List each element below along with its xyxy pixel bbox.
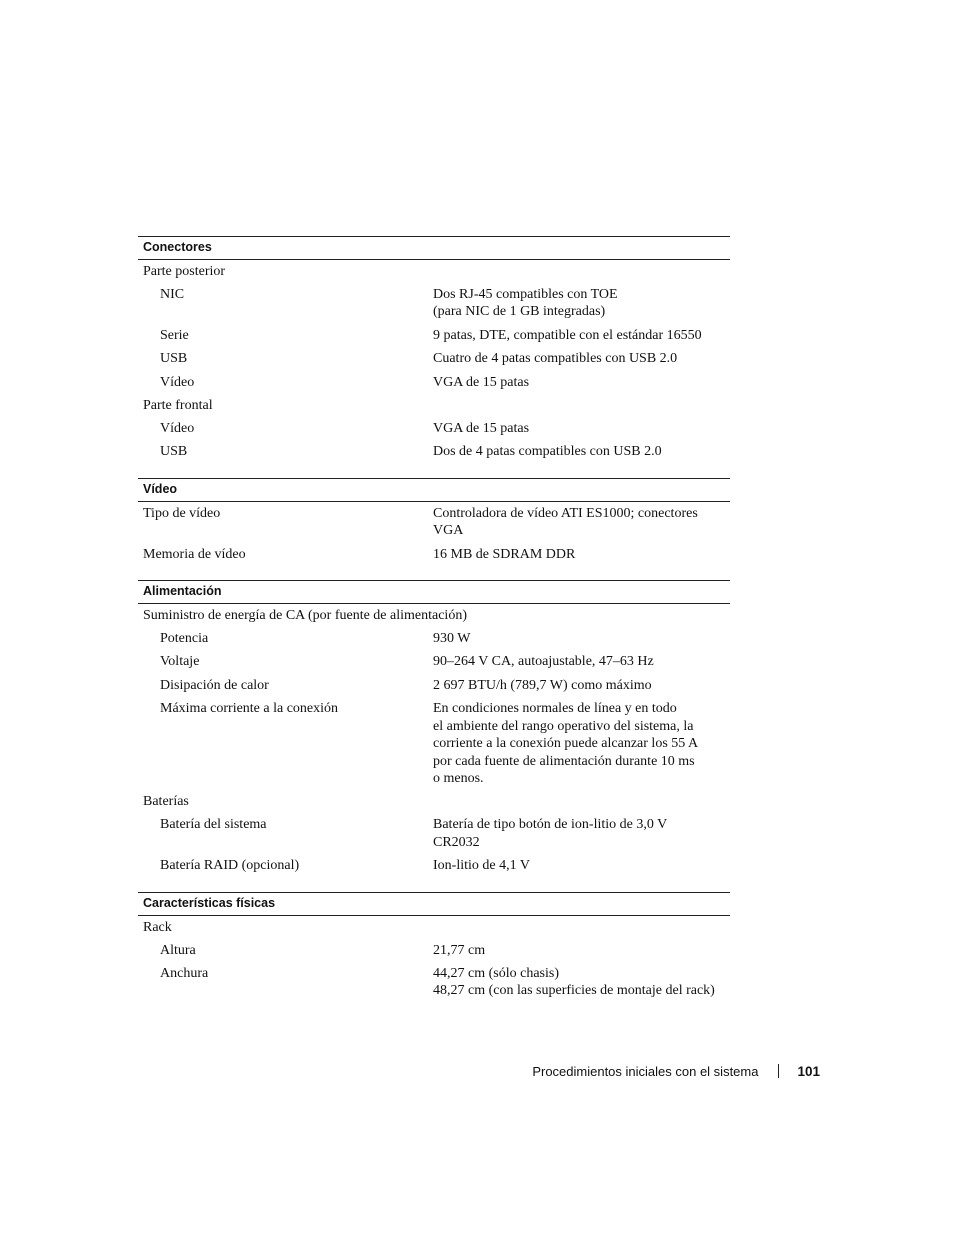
spec-value <box>433 374 730 391</box>
page-number: 101 <box>797 1063 820 1079</box>
spec-label: USB <box>160 444 188 460</box>
spec-group <box>138 604 730 790</box>
spec-label: Anchura <box>160 965 209 981</box>
spec-row <box>138 347 730 370</box>
spec-row <box>138 440 730 463</box>
spec-row <box>138 543 730 566</box>
spec-value-line: CR2032 <box>433 834 480 850</box>
spec-value-line: el ambiente del rango operativo del sistema, la <box>433 718 694 734</box>
group-title: Parte frontal <box>143 398 213 414</box>
spec-label: Tipo de vídeo <box>143 505 221 521</box>
spec-row <box>138 813 730 854</box>
spec-value <box>433 505 730 540</box>
spec-label: Vídeo <box>160 421 195 437</box>
spec-group <box>138 260 730 394</box>
group-title: Baterías <box>143 794 189 810</box>
spec-value-line: 16 MB de SDRAM DDR <box>433 546 576 562</box>
spec-section <box>138 236 730 464</box>
spec-value <box>433 286 730 321</box>
spec-value-line: En condiciones normales de línea y en todo <box>433 701 677 717</box>
footer-chapter-title: Procedimientos iniciales con el sistema <box>532 1063 759 1079</box>
spec-value-line: VGA de 15 patas <box>433 374 530 390</box>
spec-value <box>433 350 730 367</box>
spec-group <box>138 394 730 464</box>
spec-row <box>138 674 730 697</box>
spec-row <box>138 283 730 324</box>
spec-value-line: Ion-litio de 4,1 V <box>433 858 530 874</box>
spec-value <box>433 546 730 563</box>
spec-label: Memoria de vídeo <box>143 546 246 562</box>
group-title: Parte posterior <box>143 264 226 279</box>
spec-section <box>138 478 730 566</box>
spec-label: Batería RAID (opcional) <box>160 858 300 874</box>
spec-row <box>138 854 730 877</box>
spec-label: Serie <box>160 327 189 343</box>
spec-value <box>433 630 730 647</box>
page-footer <box>532 1062 820 1080</box>
spec-row <box>138 939 730 962</box>
spec-section <box>138 892 730 1003</box>
spec-value <box>433 700 730 787</box>
spec-value <box>433 653 730 670</box>
spec-value-line: 930 W <box>433 631 471 647</box>
spec-group <box>138 502 730 566</box>
spec-value-line: 21,77 cm <box>433 942 486 958</box>
spec-label: Disipación de calor <box>160 677 269 693</box>
spec-value <box>433 677 730 694</box>
spec-value-line: corriente a la conexión puede alcanzar los 55 A <box>433 736 699 752</box>
spec-value <box>433 816 730 851</box>
spec-label: USB <box>160 351 188 367</box>
spec-label: Batería del sistema <box>160 817 267 833</box>
spec-value-line: 9 patas, DTE, compatible con el estándar 16550 <box>433 327 702 343</box>
spec-value-line: Dos de 4 patas compatibles con USB 2.0 <box>433 444 662 460</box>
spec-label: Vídeo <box>160 374 195 390</box>
spec-value-line: Controladora de vídeo ATI ES1000; conectores <box>433 505 698 521</box>
spec-row <box>138 627 730 650</box>
spec-row <box>138 650 730 673</box>
spec-value <box>433 965 730 1000</box>
spec-value <box>433 857 730 874</box>
spec-value-line: 44,27 cm (sólo chasis) <box>433 965 559 981</box>
spec-label: NIC <box>160 287 185 302</box>
spec-value <box>433 942 730 959</box>
group-title: Suministro de energía de CA (por fuente de alimentación) <box>143 608 467 624</box>
spec-value-line: 2 697 BTU/h (789,7 W) como máximo <box>433 677 652 693</box>
section-heading: Vídeo <box>138 479 730 502</box>
spec-value-line: Dos RJ-45 compatibles con TOE <box>433 287 618 302</box>
spec-row <box>138 324 730 347</box>
spec-value-line: por cada fuente de alimentación durante 10 ms <box>433 753 695 769</box>
spec-row <box>138 697 730 790</box>
spec-value-line: VGA <box>433 523 464 539</box>
spec-label: Voltaje <box>160 654 200 670</box>
spec-value-line: o menos. <box>433 770 484 786</box>
group-title: Rack <box>143 919 172 935</box>
spec-table <box>138 236 730 1003</box>
spec-group <box>138 916 730 1003</box>
section-heading: Alimentación <box>138 581 730 604</box>
spec-value-line: Cuatro de 4 patas compatibles con USB 2.0 <box>433 351 678 367</box>
spec-label: Potencia <box>160 631 209 647</box>
spec-label: Máxima corriente a la conexión <box>160 701 339 717</box>
spec-section <box>138 580 730 877</box>
spec-row <box>138 962 730 1003</box>
spec-row <box>138 371 730 394</box>
spec-value-line: 90–264 V CA, autoajustable, 47–63 Hz <box>433 654 654 670</box>
spec-value <box>433 420 730 437</box>
spec-value <box>433 327 730 344</box>
spec-value-line: 48,27 cm (con las superficies de montaje del rack) <box>433 983 715 999</box>
spec-value-line: VGA de 15 patas <box>433 421 530 437</box>
section-heading: Conectores <box>138 237 730 260</box>
spec-group <box>138 790 730 877</box>
section-heading: Características físicas <box>138 893 730 916</box>
spec-value-line: Batería de tipo botón de ion-litio de 3,0 V <box>433 817 668 833</box>
spec-value-line: (para NIC de 1 GB integradas) <box>433 304 606 320</box>
spec-value <box>433 443 730 460</box>
spec-row <box>138 417 730 440</box>
spec-row <box>138 502 730 543</box>
spec-label: Altura <box>160 942 196 958</box>
footer-separator <box>778 1064 779 1078</box>
